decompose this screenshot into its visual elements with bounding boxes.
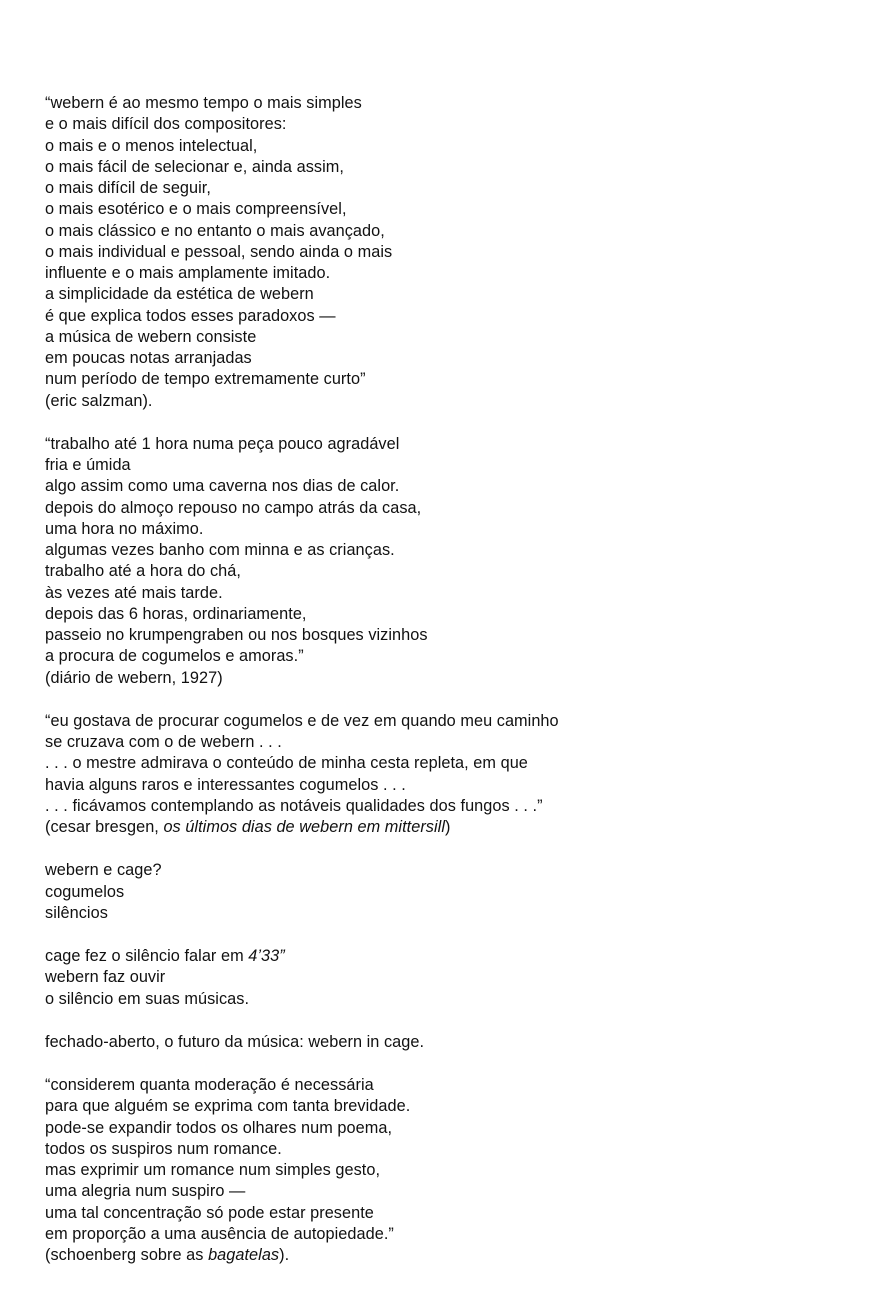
quote-line: algumas vezes banho com minna e as crianças.	[45, 541, 395, 559]
future-line-block	[45, 1032, 865, 1053]
attribution-prefix: (schoenberg sobre as	[45, 1246, 209, 1264]
quote-line: é que explica todos esses paradoxos —	[45, 306, 336, 325]
quote-line: algo assim como uma caverna nos dias de calor.	[45, 477, 400, 496]
quote-line: “trabalho até 1 hora numa peça pouco agradável	[45, 434, 400, 453]
salzman-quote	[45, 93, 865, 412]
quote-line: se cruzava com o de webern . . .	[45, 733, 282, 751]
quote-line: trabalho até a hora do chá,	[45, 562, 241, 581]
quote-line: pode-se expandir todos os olhares num poema,	[45, 1118, 393, 1137]
quote-line: “webern é ao mesmo tempo o mais simples	[45, 94, 362, 112]
quote-line: para que alguém se exprima com tanta brevidade.	[45, 1097, 411, 1116]
stanza-line: fechado-aberto, o futuro da música: webern in cage.	[45, 1032, 425, 1051]
quote-line: influente e o mais amplamente imitado.	[45, 264, 331, 282]
quote-line: o mais esotérico e o mais compreensível,	[45, 200, 347, 219]
quote-line: o mais clássico e no entanto o mais avançado,	[45, 221, 385, 240]
work-title: 4’33”	[248, 947, 285, 965]
bresgen-quote	[45, 711, 865, 839]
stanza-line: webern e cage?	[45, 861, 162, 880]
quote-line: uma alegria num suspiro —	[45, 1182, 246, 1201]
quote-line: a simplicidade da estética de webern	[45, 285, 314, 304]
quote-line: “considerem quanta moderação é necessária	[45, 1076, 374, 1094]
stanza-line: o silêncio em suas músicas.	[45, 989, 250, 1008]
stanza-line: silêncios	[45, 903, 108, 922]
diary-quote	[45, 434, 865, 689]
silence-stanza	[45, 946, 865, 1010]
work-title: bagatelas	[208, 1246, 280, 1264]
quote-line: a música de webern consiste	[45, 327, 257, 346]
document-page	[45, 93, 865, 1288]
quote-attribution	[45, 817, 865, 838]
quote-line: . . . ficávamos contemplando as notáveis qualidades dos fungos . . .”	[45, 796, 543, 815]
quote-line: uma hora no máximo.	[45, 519, 204, 538]
webern-cage-stanza	[45, 860, 865, 924]
stanza-line: cogumelos	[45, 882, 125, 901]
stanza-line: webern faz ouvir	[45, 968, 166, 987]
schoenberg-quote	[45, 1075, 865, 1266]
attribution-prefix: (cesar bresgen,	[45, 818, 164, 836]
quote-line: todos os suspiros num romance.	[45, 1139, 282, 1158]
quote-line: às vezes até mais tarde.	[45, 583, 223, 602]
quote-line: a procura de cogumelos e amoras.”	[45, 647, 304, 666]
quote-line: depois das 6 horas, ordinariamente,	[45, 604, 307, 623]
quote-attribution	[45, 1245, 865, 1266]
stanza-line	[45, 946, 865, 967]
quote-line: depois do almoço repouso no campo atrás da casa,	[45, 498, 422, 517]
quote-line: em poucas notas arranjadas	[45, 349, 252, 367]
quote-line: o mais e o menos intelectual,	[45, 136, 258, 155]
quote-line: . . . o mestre admirava o conteúdo de minha cesta repleta, em que	[45, 754, 528, 773]
attribution-suffix: )	[445, 818, 451, 836]
quote-attribution: (eric salzman).	[45, 391, 153, 410]
quote-line: “eu gostava de procurar cogumelos e de vez em quando meu caminho	[45, 711, 559, 730]
quote-line: passeio no krumpengraben ou nos bosques vizinhos	[45, 626, 428, 644]
quote-line: o mais individual e pessoal, sendo ainda o mais	[45, 242, 393, 261]
attribution-suffix: ).	[279, 1246, 290, 1264]
quote-line: havia alguns raros e interessantes cogumelos . . .	[45, 775, 406, 794]
quote-line: num período de tempo extremamente curto”	[45, 370, 366, 389]
quote-line: o mais fácil de selecionar e, ainda assim,	[45, 157, 344, 176]
book-title: os últimos dias de webern em mittersill	[163, 818, 445, 836]
quote-line: uma tal concentração só pode estar presente	[45, 1203, 374, 1222]
quote-line: em proporção a uma ausência de autopiedade.”	[45, 1224, 394, 1243]
stanza-text: cage fez o silêncio falar em	[45, 947, 249, 965]
quote-line: e o mais difícil dos compositores:	[45, 115, 287, 134]
quote-attribution: (diário de webern, 1927)	[45, 668, 223, 687]
quote-line: mas exprimir um romance num simples gesto,	[45, 1161, 381, 1179]
quote-line: fria e úmida	[45, 456, 131, 474]
quote-line: o mais difícil de seguir,	[45, 179, 211, 197]
